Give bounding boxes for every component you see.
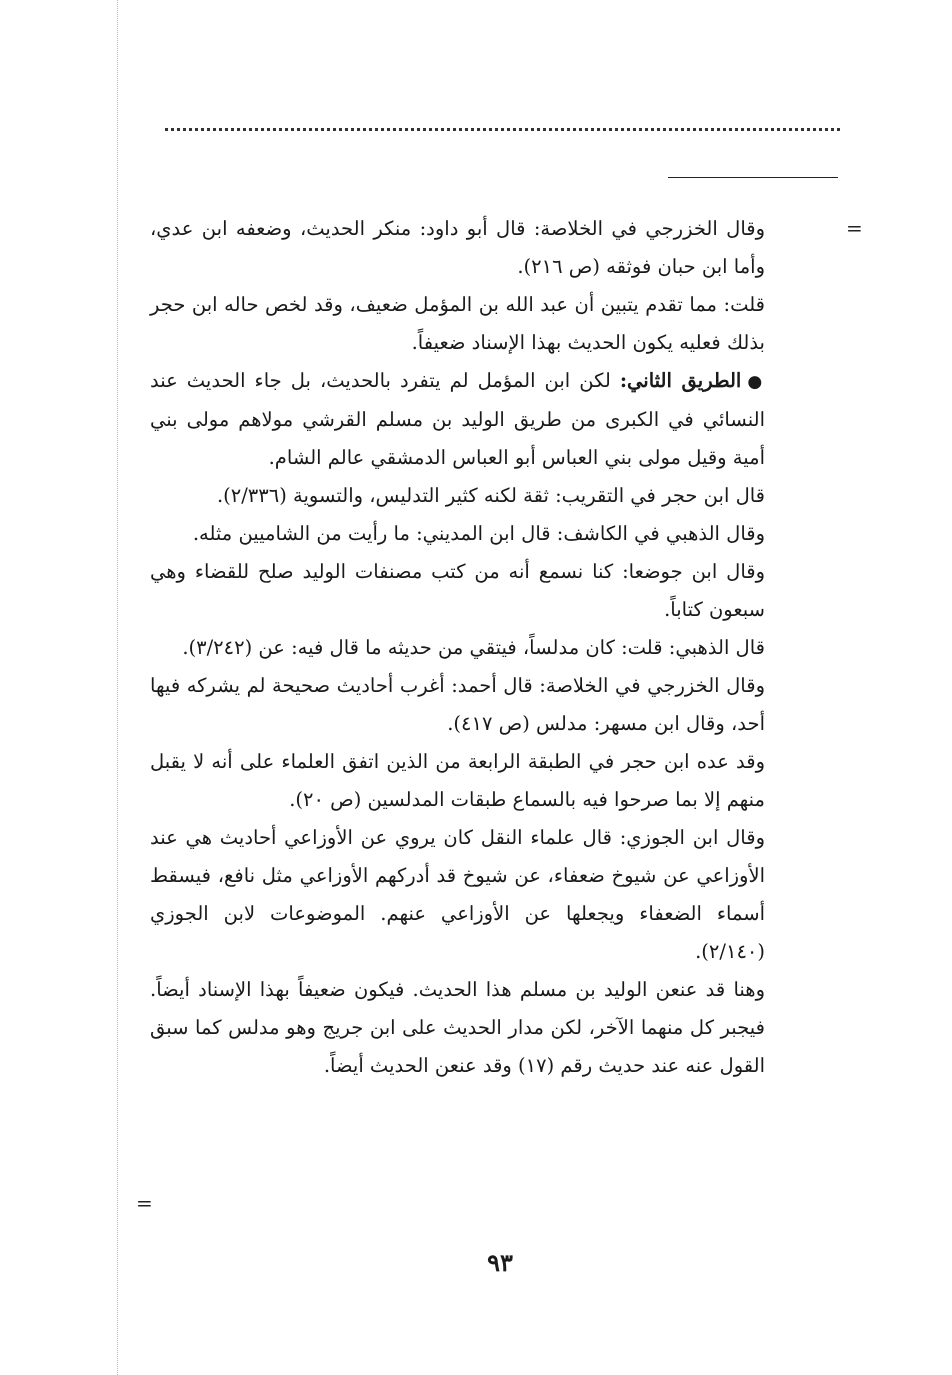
paragraph-taqrib <box>150 477 765 515</box>
paragraph-text: وقال ابن الجوزي: قال علماء النقل كان يروي عن الأوزاعي أحاديث هي عند الأوزاعي عن شيوخ ضعفاء، عن شيوخ قد أدركهم الأوزاعي مثل نافع، فيسقط أسماء الضعفاء ويجعلها عن الأوزاعي عنهم. الموضوعات لابن الجوزي (٢/١٤٠). <box>150 826 765 963</box>
dotted-separator <box>165 128 840 137</box>
paragraph-ibn-jawzi <box>150 819 765 971</box>
paragraph-tabaqat <box>150 743 765 819</box>
page-edge-line <box>117 0 118 1375</box>
paragraph-lead: الطريق الثاني: <box>619 369 742 392</box>
bullet-icon: ● <box>747 372 765 392</box>
paragraph-second-path <box>150 362 765 477</box>
paragraph-text: وقال الذهبي في الكاشف: قال ابن المديني: ما رأيت من الشاميين مثله. <box>192 522 765 545</box>
paragraph-conclusion <box>150 971 765 1085</box>
paragraph-text: وقد عده ابن حجر في الطبقة الرابعة من الذين اتفق العلماء على أنه لا يقبل منهم إلا بما صرحوا فيه بالسماع طبقات المدلسين (ص ٢٠). <box>150 750 765 811</box>
paragraph-khazraji-2 <box>150 667 765 743</box>
paragraph-text: قلت: مما تقدم يتبين أن عبد الله بن المؤمل ضعيف، وقد لخص حاله ابن حجر بذلك فعليه يكون الحديث بهذا الإسناد ضعيفاً. <box>150 293 765 354</box>
paragraph-qultu-1 <box>150 286 765 362</box>
paragraph-ibn-jawsa <box>150 553 765 629</box>
paragraph-khazraji-1 <box>150 210 765 286</box>
paragraph-kashif <box>150 515 765 553</box>
footnote-rule <box>668 177 838 178</box>
paragraph-text: وهنا قد عنعن الوليد بن مسلم هذا الحديث. فيكون ضعيفاً بهذا الإسناد أيضاً. فيجبر كل منهما الآخر، لكن مدار الحديث على ابن جريج وهو مدلس كما سبق القول عنه عند حديث رقم (١٧) وقد عنعن الحديث أيضاً. <box>150 978 765 1077</box>
continuation-mark-bottom: = <box>136 1191 153 1215</box>
paragraph-dhahabi <box>150 629 765 667</box>
paragraph-text: وقال ابن جوضعا: كنا نسمع أنه من كتب مصنفات الوليد صلح للقضاء وهي سبعون كتاباً. <box>150 560 765 621</box>
continuation-mark-top: = <box>846 216 863 240</box>
paragraph-text: وقال الخزرجي في الخلاصة: قال أحمد: أغرب أحاديث صحيحة لم يشركه فيها أحد، وقال ابن مسهر: مدلس (ص ٤١٧). <box>150 674 765 735</box>
footnote-body <box>150 210 765 1085</box>
paragraph-text: قال الذهبي: قلت: كان مدلساً، فيتقي من حديثه ما قال فيه: عن (٣/٢٤٢). <box>182 636 765 659</box>
paragraph-text: لكن ابن المؤمل لم يتفرد بالحديث، بل جاء الحديث عند النسائي في الكبرى من طريق الوليد بن مسلم القرشي مولاهم مولى بني أمية وقيل مولى بني العباس أبو العباس الدمشقي عالم الشام. <box>150 369 765 469</box>
page-number: ٩٣ <box>487 1248 513 1277</box>
paragraph-text: وقال الخزرجي في الخلاصة: قال أبو داود: منكر الحديث، وضعفه ابن عدي، وأما ابن حبان فوثقه (ص ٢١٦). <box>150 217 765 278</box>
paragraph-text: قال ابن حجر في التقريب: ثقة لكنه كثير التدليس، والتسوية (٢/٣٣٦). <box>216 484 765 507</box>
